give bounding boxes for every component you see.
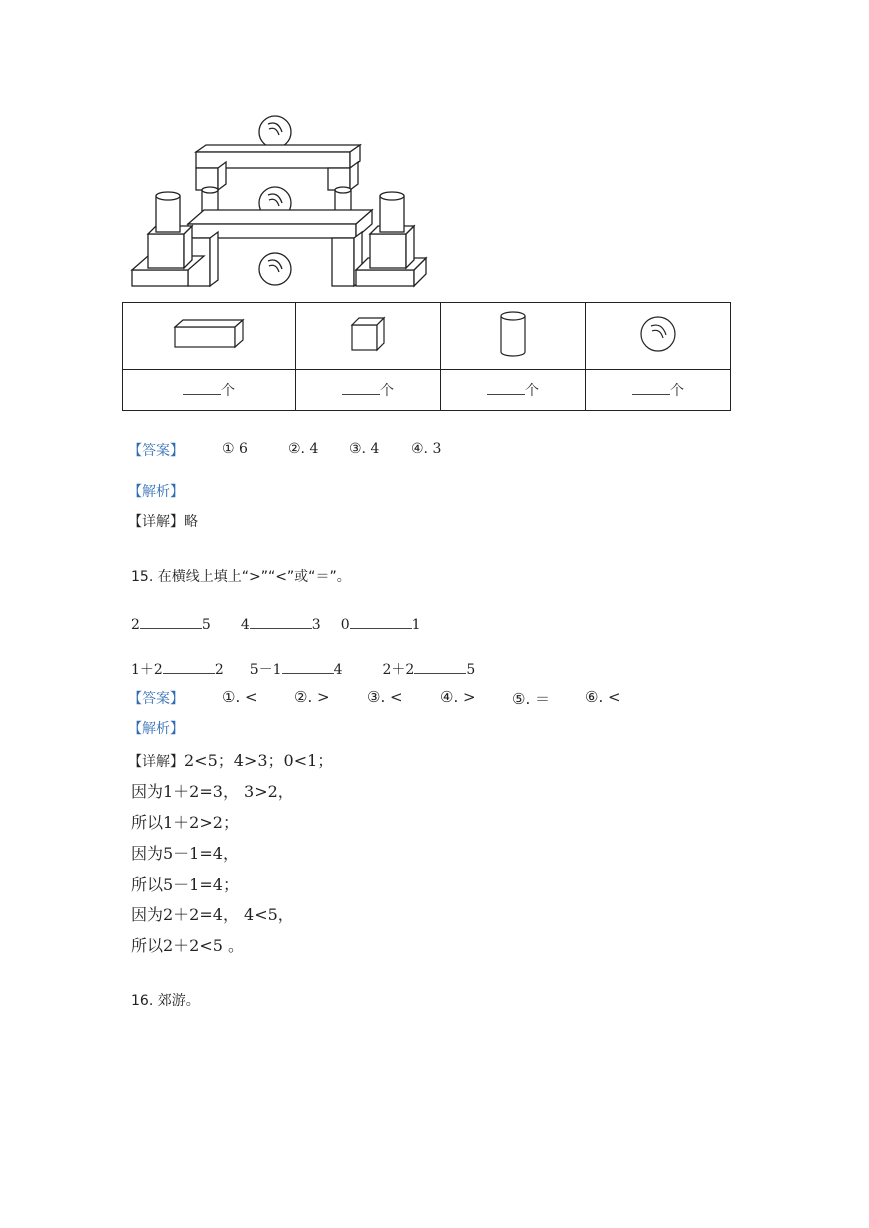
q15-line-2: 所以1＋2>2； [131,813,239,832]
q15-blank-2[interactable] [250,614,312,629]
q15-r1-right-3: 1 [411,617,421,633]
q15-r1-right-2: 3 [311,617,321,633]
q15-answer-5: ⑤. ＝ [512,690,550,708]
q15-analysis-tag: 【解析】 [128,721,184,737]
sphere-count[interactable]: 个 [586,370,731,411]
q15-r1-left-2: 4 [240,617,250,633]
q15-r1-left-1: 2 [131,617,140,633]
cylinder-count[interactable]: 个 [441,370,586,411]
q15-r1-left-3: 0 [340,617,350,633]
q15-r2-right-1: 2 [214,662,224,678]
q15-line-1: 因为1＋2=3， 3>2， [131,782,294,801]
q15-detail-tag: 【详解】 [128,754,184,770]
cuboid-count[interactable]: 个 [123,370,296,411]
q15-blank-1[interactable] [140,614,202,629]
shape-count-table [122,302,731,411]
q15-answer-3: ③. < [367,688,403,706]
q15-blank-6[interactable] [414,659,466,674]
cuboid-icon [173,318,245,350]
q15-r1-right-1: 5 [201,617,211,633]
cuboid-cell [123,303,296,370]
cube-icon [348,314,388,354]
q15-line-3: 因为5－1=4， [131,844,239,863]
q14-detail [128,511,198,531]
q14-detail-text: 略 [184,514,198,530]
q15-r2-right-2: 4 [333,662,343,678]
q14-answer-3: ③. 4 [349,441,380,457]
q15-answer-tag: 【答案】 [128,691,184,707]
q15-blank-3[interactable] [350,614,412,629]
q16-title: 16. 郊游。 [131,993,200,1009]
q15-line-5: 因为2＋2=4， 4<5， [131,905,294,924]
sphere-icon [638,314,678,354]
q14-answer-tag: 【答案】 [128,443,184,459]
q15-row2 [131,659,475,679]
q14-analysis-tag: 【解析】 [128,484,184,500]
q15-row1 [131,614,421,633]
cube-cell [296,303,441,370]
q15-blank-4[interactable] [163,659,215,674]
sphere-cell [586,303,731,370]
q15-line-6: 所以2＋2<5 。 [131,936,245,955]
q15-detail-first: 2<5；4>3；0<1； [184,751,334,770]
cube-count[interactable]: 个 [296,370,441,411]
blocks-figure [128,112,433,292]
q15-r2-left-2: 5－1 [249,662,282,678]
q15-line-4: 所以5－1=4； [131,875,239,894]
cylinder-cell [441,303,586,370]
q15-answer-6: ⑥. < [585,688,621,706]
q15-r2-left-1: 1＋2 [131,662,163,678]
q15-title: 15. 在横线上填上“>”“<”或“＝”。 [131,569,351,585]
q15-r2-left-3: 2＋2 [382,662,415,678]
q14-detail-tag: 【详解】 [128,514,184,530]
q14-answer-4: ④. 3 [411,441,442,457]
q14-answer-1: ① 6 [222,441,248,457]
q14-answer-2: ②. 4 [288,441,319,457]
q15-answer-2: ②. > [294,688,330,706]
q15-detail [128,748,333,771]
q15-blank-5[interactable] [282,659,334,674]
q15-answer-4: ④. > [440,688,476,706]
cylinder-icon [498,309,528,359]
q15-r2-right-3: 5 [466,662,476,678]
q15-answer-1: ①. < [222,688,258,706]
